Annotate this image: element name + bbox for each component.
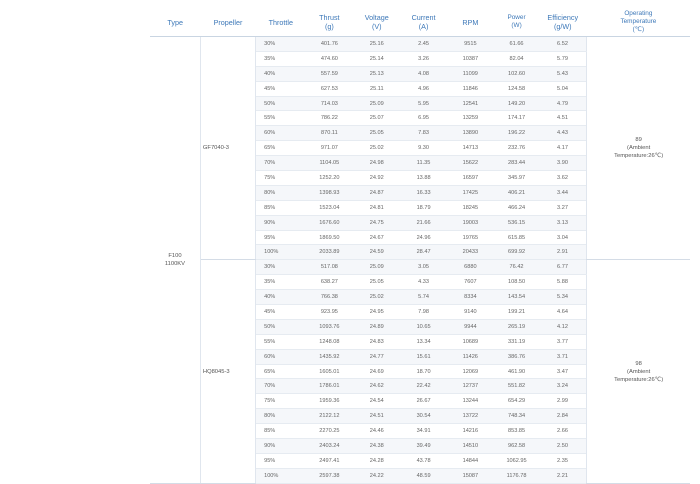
current-cell: 48.59 <box>401 468 447 483</box>
power-cell: 962.58 <box>494 439 538 454</box>
current-cell: 9.30 <box>401 141 447 156</box>
header-temperature-line-1: Operating <box>624 10 653 17</box>
rpm-cell: 9944 <box>446 319 494 334</box>
rpm-cell: 6880 <box>446 260 494 275</box>
thrust-cell: 401.76 <box>306 37 353 52</box>
efficiency-cell: 3.77 <box>539 334 587 349</box>
rpm-cell: 11099 <box>446 66 494 81</box>
efficiency-cell: 4.64 <box>539 305 587 320</box>
thrust-cell: 517.08 <box>306 260 353 275</box>
rpm-cell: 9515 <box>446 37 494 52</box>
header-efficiency-unit: (g/W) <box>553 22 572 31</box>
throttle-cell: 85% <box>256 200 306 215</box>
power-cell: 551.82 <box>494 379 538 394</box>
rpm-cell: 14216 <box>446 424 494 439</box>
current-cell: 15.61 <box>401 349 447 364</box>
efficiency-cell: 2.99 <box>539 394 587 409</box>
efficiency-cell: 3.47 <box>539 364 587 379</box>
voltage-cell: 24.89 <box>353 319 401 334</box>
thrust-cell: 1959.36 <box>306 394 353 409</box>
power-cell: 283.44 <box>494 156 538 171</box>
efficiency-cell: 2.35 <box>539 453 587 468</box>
efficiency-cell: 3.62 <box>539 171 587 186</box>
rpm-cell: 11846 <box>446 81 494 96</box>
temperature-line: Temperature:26℃) <box>614 376 664 383</box>
throttle-cell: 60% <box>256 349 306 364</box>
throttle-cell: 80% <box>256 185 306 200</box>
power-cell: 102.60 <box>494 66 538 81</box>
power-cell: 345.97 <box>494 171 538 186</box>
thrust-cell: 1252.20 <box>306 171 353 186</box>
power-cell: 149.20 <box>494 96 538 111</box>
power-cell: 174.17 <box>494 111 538 126</box>
rpm-cell: 17425 <box>446 185 494 200</box>
rpm-cell: 13244 <box>446 394 494 409</box>
power-cell: 654.29 <box>494 394 538 409</box>
temperature-line: (Ambient <box>627 145 651 152</box>
current-cell: 18.70 <box>401 364 447 379</box>
rpm-cell: 20433 <box>446 245 494 260</box>
rpm-cell: 14844 <box>446 453 494 468</box>
throttle-cell: 60% <box>256 126 306 141</box>
current-cell: 4.96 <box>401 81 447 96</box>
efficiency-cell: 5.43 <box>539 66 587 81</box>
voltage-cell: 25.02 <box>353 141 401 156</box>
voltage-cell: 24.67 <box>353 230 401 245</box>
rpm-cell: 14713 <box>446 141 494 156</box>
header-power-unit: (W) <box>511 22 522 29</box>
current-cell: 5.95 <box>401 96 447 111</box>
voltage-cell: 25.09 <box>353 96 401 111</box>
thrust-cell: 1523.04 <box>306 200 353 215</box>
power-cell: 232.76 <box>494 141 538 156</box>
power-cell: 196.22 <box>494 126 538 141</box>
voltage-cell: 24.38 <box>353 439 401 454</box>
throttle-cell: 40% <box>256 290 306 305</box>
rpm-cell: 14510 <box>446 439 494 454</box>
header-efficiency <box>539 8 587 37</box>
power-cell: 536.15 <box>494 215 538 230</box>
throttle-cell: 35% <box>256 275 306 290</box>
voltage-cell: 24.22 <box>353 468 401 483</box>
voltage-cell: 24.62 <box>353 379 401 394</box>
rpm-cell: 13259 <box>446 111 494 126</box>
rpm-cell: 12069 <box>446 364 494 379</box>
current-cell: 30.54 <box>401 409 447 424</box>
thrust-cell: 786.22 <box>306 111 353 126</box>
voltage-cell: 24.51 <box>353 409 401 424</box>
operating-temperature-cell <box>587 260 690 483</box>
efficiency-cell: 5.04 <box>539 81 587 96</box>
voltage-cell: 24.92 <box>353 171 401 186</box>
voltage-cell: 25.13 <box>353 66 401 81</box>
thrust-cell: 766.38 <box>306 290 353 305</box>
voltage-cell: 25.09 <box>353 260 401 275</box>
efficiency-cell: 3.24 <box>539 379 587 394</box>
rpm-cell: 7607 <box>446 275 494 290</box>
voltage-cell: 24.98 <box>353 156 401 171</box>
current-cell: 3.05 <box>401 260 447 275</box>
current-cell: 39.49 <box>401 439 447 454</box>
efficiency-cell: 3.04 <box>539 230 587 245</box>
throttle-cell: 70% <box>256 156 306 171</box>
current-cell: 5.74 <box>401 290 447 305</box>
power-cell: 124.58 <box>494 81 538 96</box>
operating-temperature-cell <box>587 37 690 260</box>
efficiency-cell: 2.91 <box>539 245 587 260</box>
current-cell: 34.91 <box>401 424 447 439</box>
rpm-cell: 19003 <box>446 215 494 230</box>
voltage-cell: 24.28 <box>353 453 401 468</box>
header-thrust-unit: (g) <box>324 22 334 31</box>
header-current-label: Current <box>411 13 436 22</box>
power-cell: 108.50 <box>494 275 538 290</box>
throttle-cell: 50% <box>256 319 306 334</box>
power-cell: 331.19 <box>494 334 538 349</box>
efficiency-cell: 6.52 <box>539 37 587 52</box>
current-cell: 21.66 <box>401 215 447 230</box>
rpm-cell: 10387 <box>446 51 494 66</box>
current-cell: 13.88 <box>401 171 447 186</box>
thrust-cell: 1104.05 <box>306 156 353 171</box>
temperature-line: (Ambient <box>627 368 651 375</box>
thrust-cell: 714.03 <box>306 96 353 111</box>
current-cell: 2.45 <box>401 37 447 52</box>
power-cell: 748.34 <box>494 409 538 424</box>
efficiency-cell: 3.90 <box>539 156 587 171</box>
rpm-cell: 19765 <box>446 230 494 245</box>
rpm-cell: 13722 <box>446 409 494 424</box>
motor-test-data-table <box>150 8 690 484</box>
table-row <box>150 260 690 275</box>
rpm-cell: 11426 <box>446 349 494 364</box>
throttle-cell: 35% <box>256 51 306 66</box>
voltage-cell: 25.14 <box>353 51 401 66</box>
power-cell: 853.85 <box>494 424 538 439</box>
throttle-cell: 95% <box>256 230 306 245</box>
throttle-cell: 70% <box>256 379 306 394</box>
rpm-cell: 10689 <box>446 334 494 349</box>
thrust-cell: 1398.93 <box>306 185 353 200</box>
throttle-cell: 80% <box>256 409 306 424</box>
voltage-cell: 24.75 <box>353 215 401 230</box>
rpm-cell: 15622 <box>446 156 494 171</box>
rpm-cell: 18245 <box>446 200 494 215</box>
efficiency-cell: 5.79 <box>539 51 587 66</box>
header-thrust-label: Thrust <box>319 13 340 22</box>
efficiency-cell: 2.50 <box>539 439 587 454</box>
header-propeller: Propeller <box>200 8 255 37</box>
throttle-cell: 30% <box>256 260 306 275</box>
header-power <box>494 8 538 37</box>
voltage-cell: 24.83 <box>353 334 401 349</box>
power-cell: 615.85 <box>494 230 538 245</box>
thrust-cell: 2270.25 <box>306 424 353 439</box>
voltage-cell: 24.46 <box>353 424 401 439</box>
current-cell: 24.96 <box>401 230 447 245</box>
efficiency-cell: 2.66 <box>539 424 587 439</box>
header-current <box>401 8 447 37</box>
power-cell: 199.21 <box>494 305 538 320</box>
current-cell: 22.42 <box>401 379 447 394</box>
efficiency-cell: 5.34 <box>539 290 587 305</box>
current-cell: 13.34 <box>401 334 447 349</box>
temperature-line: Temperature:26℃) <box>614 153 664 160</box>
header-temperature-line-3: (℃) <box>632 26 645 33</box>
efficiency-cell: 4.43 <box>539 126 587 141</box>
table-header-row <box>150 8 690 37</box>
header-voltage-label: Voltage <box>364 13 389 22</box>
power-cell: 61.66 <box>494 37 538 52</box>
thrust-cell: 474.60 <box>306 51 353 66</box>
header-rpm: RPM <box>446 8 494 37</box>
throttle-cell: 90% <box>256 215 306 230</box>
current-cell: 11.35 <box>401 156 447 171</box>
efficiency-cell: 3.71 <box>539 349 587 364</box>
rpm-cell: 16597 <box>446 171 494 186</box>
current-cell: 3.26 <box>401 51 447 66</box>
thrust-cell: 971.07 <box>306 141 353 156</box>
header-voltage-unit: (V) <box>371 22 382 31</box>
thrust-cell: 627.53 <box>306 81 353 96</box>
voltage-cell: 24.69 <box>353 364 401 379</box>
throttle-cell: 40% <box>256 66 306 81</box>
voltage-cell: 25.11 <box>353 81 401 96</box>
power-cell: 76.42 <box>494 260 538 275</box>
current-cell: 7.83 <box>401 126 447 141</box>
current-cell: 4.33 <box>401 275 447 290</box>
thrust-cell: 2122.12 <box>306 409 353 424</box>
throttle-cell: 100% <box>256 468 306 483</box>
header-temperature-line-2: Temperature <box>620 18 657 25</box>
thrust-cell: 870.11 <box>306 126 353 141</box>
propeller-cell: GF7040-3 <box>200 37 255 260</box>
thrust-cell: 2597.38 <box>306 468 353 483</box>
power-cell: 1176.78 <box>494 468 538 483</box>
current-cell: 16.33 <box>401 185 447 200</box>
thrust-cell: 923.95 <box>306 305 353 320</box>
throttle-cell: 75% <box>256 394 306 409</box>
current-cell: 4.08 <box>401 66 447 81</box>
efficiency-cell: 2.84 <box>539 409 587 424</box>
current-cell: 6.95 <box>401 111 447 126</box>
rpm-cell: 9140 <box>446 305 494 320</box>
efficiency-cell: 3.13 <box>539 215 587 230</box>
current-cell: 26.67 <box>401 394 447 409</box>
current-cell: 43.78 <box>401 453 447 468</box>
throttle-cell: 85% <box>256 424 306 439</box>
table-body <box>150 37 690 484</box>
header-temperature <box>587 8 690 37</box>
rpm-cell: 13890 <box>446 126 494 141</box>
current-cell: 18.79 <box>401 200 447 215</box>
current-cell: 10.65 <box>401 319 447 334</box>
voltage-cell: 24.95 <box>353 305 401 320</box>
voltage-cell: 24.77 <box>353 349 401 364</box>
voltage-cell: 25.05 <box>353 275 401 290</box>
throttle-cell: 65% <box>256 141 306 156</box>
current-cell: 7.98 <box>401 305 447 320</box>
efficiency-cell: 3.27 <box>539 200 587 215</box>
efficiency-cell: 4.51 <box>539 111 587 126</box>
header-throttle: Throttle <box>256 8 306 37</box>
power-cell: 386.76 <box>494 349 538 364</box>
throttle-cell: 100% <box>256 245 306 260</box>
voltage-cell: 24.87 <box>353 185 401 200</box>
header-voltage <box>353 8 401 37</box>
thrust-cell: 1605.01 <box>306 364 353 379</box>
thrust-cell: 1435.92 <box>306 349 353 364</box>
header-thrust <box>306 8 353 37</box>
voltage-cell: 24.59 <box>353 245 401 260</box>
voltage-cell: 25.16 <box>353 37 401 52</box>
header-type: Type <box>150 8 200 37</box>
thrust-cell: 1869.50 <box>306 230 353 245</box>
efficiency-cell: 3.44 <box>539 185 587 200</box>
power-cell: 461.90 <box>494 364 538 379</box>
power-cell: 265.19 <box>494 319 538 334</box>
throttle-cell: 90% <box>256 439 306 454</box>
thrust-cell: 1786.01 <box>306 379 353 394</box>
power-cell: 406.21 <box>494 185 538 200</box>
thrust-cell: 1676.60 <box>306 215 353 230</box>
power-cell: 466.24 <box>494 200 538 215</box>
thrust-cell: 2497.41 <box>306 453 353 468</box>
voltage-cell: 25.02 <box>353 290 401 305</box>
header-efficiency-label: Efficiency <box>547 13 579 22</box>
thrust-cell: 1093.76 <box>306 319 353 334</box>
voltage-cell: 25.05 <box>353 126 401 141</box>
motor-type-cell <box>150 37 200 484</box>
power-cell: 143.54 <box>494 290 538 305</box>
table-row <box>150 37 690 52</box>
efficiency-cell: 4.12 <box>539 319 587 334</box>
efficiency-cell: 2.21 <box>539 468 587 483</box>
thrust-cell: 1248.08 <box>306 334 353 349</box>
thrust-cell: 557.59 <box>306 66 353 81</box>
voltage-cell: 24.54 <box>353 394 401 409</box>
efficiency-cell: 4.17 <box>539 141 587 156</box>
power-cell: 1062.95 <box>494 453 538 468</box>
throttle-cell: 55% <box>256 111 306 126</box>
motor-type-line: 1100KV <box>164 260 186 267</box>
voltage-cell: 25.07 <box>353 111 401 126</box>
rpm-cell: 12541 <box>446 96 494 111</box>
current-cell: 28.47 <box>401 245 447 260</box>
header-current-unit: (A) <box>418 22 429 31</box>
power-cell: 82.04 <box>494 51 538 66</box>
rpm-cell: 8334 <box>446 290 494 305</box>
voltage-cell: 24.81 <box>353 200 401 215</box>
propeller-cell: HQ8045-3 <box>200 260 255 483</box>
throttle-cell: 55% <box>256 334 306 349</box>
temperature-line: 98 <box>635 360 642 367</box>
throttle-cell: 45% <box>256 81 306 96</box>
throttle-cell: 50% <box>256 96 306 111</box>
header-power-label: Power <box>507 14 526 21</box>
rpm-cell: 12737 <box>446 379 494 394</box>
motor-type-line: F100 <box>168 252 182 259</box>
efficiency-cell: 5.88 <box>539 275 587 290</box>
efficiency-cell: 6.77 <box>539 260 587 275</box>
throttle-cell: 65% <box>256 364 306 379</box>
thrust-cell: 2403.24 <box>306 439 353 454</box>
temperature-line: 89 <box>635 137 642 144</box>
thrust-cell: 2033.89 <box>306 245 353 260</box>
rpm-cell: 15087 <box>446 468 494 483</box>
throttle-cell: 95% <box>256 453 306 468</box>
throttle-cell: 75% <box>256 171 306 186</box>
throttle-cell: 45% <box>256 305 306 320</box>
thrust-cell: 638.27 <box>306 275 353 290</box>
efficiency-cell: 4.79 <box>539 96 587 111</box>
power-cell: 699.92 <box>494 245 538 260</box>
throttle-cell: 30% <box>256 37 306 52</box>
